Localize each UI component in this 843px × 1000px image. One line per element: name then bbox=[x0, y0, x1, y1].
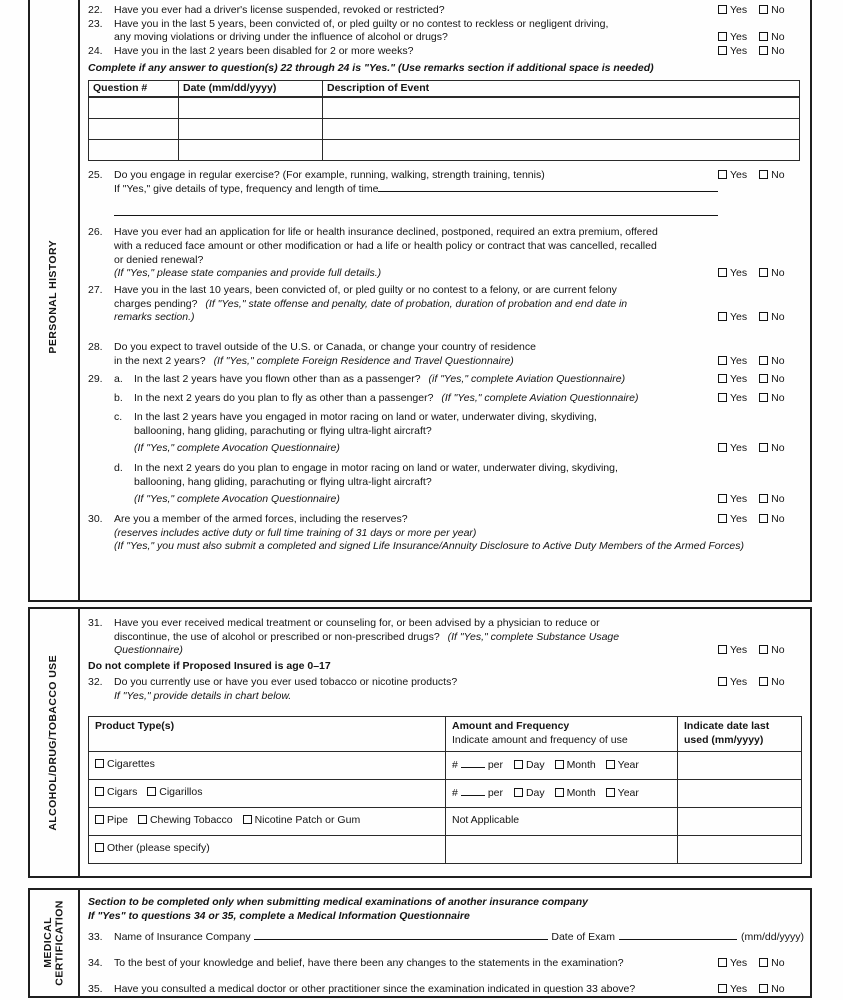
q22-yesno bbox=[718, 4, 804, 18]
question-22-number: 22. bbox=[88, 4, 103, 16]
date-last-used-cell[interactable] bbox=[678, 807, 802, 835]
question-26 bbox=[88, 226, 804, 240]
question-27 bbox=[88, 284, 804, 298]
question-26-line3 bbox=[88, 254, 804, 268]
per-label: per bbox=[487, 786, 504, 799]
question-22 bbox=[88, 4, 804, 18]
date-of-exam-input[interactable] bbox=[619, 930, 737, 940]
event-description-cell[interactable] bbox=[323, 97, 800, 118]
no-label: No bbox=[771, 373, 785, 386]
pipe-checkbox[interactable] bbox=[95, 815, 104, 824]
question-28-line2 bbox=[88, 355, 804, 369]
yes-label: Yes bbox=[730, 267, 748, 280]
section-personal-history bbox=[28, 0, 812, 602]
event-table-row bbox=[89, 118, 800, 139]
question-33 bbox=[88, 930, 804, 945]
question-30-number: 30. bbox=[88, 513, 103, 526]
question-31-text-line2: discontinue, the use of alcohol or prescribed or non-prescribed drugs? bbox=[114, 630, 440, 643]
medical-intro-text2: If "Yes" to questions 34 or 35, complete a Medical Information Questionnaire bbox=[88, 909, 470, 922]
q26-yesno bbox=[718, 267, 804, 281]
date-header-text: Indicate date last used (mm/yyyy) bbox=[684, 720, 770, 746]
yes-label: Yes bbox=[730, 4, 748, 16]
insurance-company-label: Name of Insurance Company bbox=[114, 931, 251, 944]
medical-intro-text1: Section to be completed only when submitting medical examinations of another insurance company bbox=[88, 896, 589, 908]
event-date-cell[interactable] bbox=[179, 118, 323, 139]
q35-yesno bbox=[718, 983, 804, 997]
question-25-details-label: If "Yes," give details of type, frequency and length of time bbox=[114, 183, 379, 196]
question-29d-letter: d. bbox=[114, 461, 123, 474]
question-23-text-line2: any moving violations or driving under the influence of alcohol or drugs? bbox=[114, 31, 448, 44]
date-format-hint: (mm/dd/yyyy) bbox=[741, 931, 804, 944]
no-label: No bbox=[771, 982, 785, 995]
section-alcohol-drug-tobacco bbox=[28, 607, 812, 878]
question-35 bbox=[88, 983, 804, 997]
no-label: No bbox=[771, 354, 785, 367]
no-label: No bbox=[771, 493, 785, 506]
no-checkbox[interactable] bbox=[759, 32, 768, 41]
question-35-text: Have you consulted a medical doctor or other practitioner since the examination indicated in question 33 above? bbox=[114, 982, 636, 995]
q32-yesno bbox=[718, 676, 804, 690]
tobacco-col-products bbox=[89, 717, 446, 751]
question-31-instruction: (If "Yes," complete Substance Usage bbox=[447, 630, 620, 643]
question-31-line2 bbox=[88, 631, 804, 645]
yes-checkbox[interactable] bbox=[718, 46, 727, 55]
medical-section-title: MEDICAL CERTIFICATION bbox=[41, 900, 65, 986]
no-checkbox[interactable] bbox=[759, 312, 768, 321]
q24-yesno bbox=[718, 45, 804, 59]
question-29b-letter: b. bbox=[114, 392, 123, 405]
tobacco-col-date bbox=[678, 717, 802, 751]
question-29c bbox=[88, 411, 804, 425]
hash-sign: # bbox=[452, 786, 458, 799]
question-27-line3 bbox=[88, 311, 804, 325]
question-31-number: 31. bbox=[88, 617, 103, 629]
question-29b bbox=[88, 392, 804, 406]
no-checkbox[interactable] bbox=[759, 268, 768, 277]
yes-checkbox[interactable] bbox=[718, 958, 727, 967]
month-checkbox[interactable] bbox=[555, 788, 564, 797]
yes-checkbox[interactable] bbox=[718, 514, 727, 523]
question-26-number: 26. bbox=[88, 226, 103, 239]
date-of-exam-label: Date of Exam bbox=[551, 931, 615, 944]
question-32-number: 32. bbox=[88, 675, 103, 688]
question-29d-text-line2: ballooning, hang gliding, parachuting or flying ultra-light aircraft? bbox=[134, 475, 432, 488]
per-label: per bbox=[487, 758, 504, 771]
question-29d bbox=[88, 462, 804, 476]
no-checkbox[interactable] bbox=[759, 393, 768, 402]
no-label: No bbox=[771, 31, 785, 44]
yes-label: Yes bbox=[730, 675, 748, 688]
event-question-cell[interactable] bbox=[89, 97, 179, 118]
question-34-text: To the best of your knowledge and belief, have there been any changes to the statements in the examination? bbox=[114, 957, 624, 970]
question-29d-instruction: (If "Yes," complete Avocation Questionnaire) bbox=[134, 493, 340, 506]
age-restriction-note bbox=[88, 660, 804, 674]
question-26-text-line2: with a reduced face amount or other modification or had a life or health policy or contract that was cancelled, recalled bbox=[114, 239, 657, 252]
other-label: Other (please specify) bbox=[107, 842, 210, 855]
question-23-text-line1: Have you in the last 5 years, been convicted of, or pled guilty or no contest to reckless or negligent driving, bbox=[114, 17, 609, 30]
no-label: No bbox=[771, 513, 785, 526]
question-29c-text-line2: ballooning, hang gliding, parachuting or flying ultra-light aircraft? bbox=[134, 424, 432, 437]
event-description-cell[interactable] bbox=[323, 139, 800, 160]
day-checkbox[interactable] bbox=[514, 760, 523, 769]
tobacco-row-cigars bbox=[89, 779, 802, 807]
no-label: No bbox=[771, 644, 785, 657]
question-27-text-line1: Have you in the last 10 years, been convicted of, or pled guilty or no contest to a felony, or are current felony bbox=[114, 283, 617, 296]
day-checkbox[interactable] bbox=[514, 788, 523, 797]
question-25-extra-blank bbox=[88, 206, 804, 216]
alcohol-label-column bbox=[30, 609, 80, 876]
products-header-text: Product Type(s) bbox=[95, 720, 175, 733]
personal-history-label-column bbox=[30, 0, 80, 600]
event-table-row bbox=[89, 97, 800, 118]
tobacco-row-pipe-chew-patch bbox=[89, 807, 802, 835]
date-last-used-cell[interactable] bbox=[678, 779, 802, 807]
question-33-number: 33. bbox=[88, 931, 103, 944]
exercise-details-input[interactable] bbox=[378, 182, 718, 192]
question-29c-line3 bbox=[88, 442, 804, 456]
tobacco-table bbox=[88, 716, 802, 863]
no-checkbox[interactable] bbox=[759, 170, 768, 179]
question-35-number: 35. bbox=[88, 982, 103, 995]
cigarettes-label: Cigarettes bbox=[107, 758, 155, 771]
yes-label: Yes bbox=[730, 311, 748, 324]
alcohol-content bbox=[80, 609, 810, 876]
yes-label: Yes bbox=[730, 644, 748, 657]
question-31-text-line1: Have you ever received medical treatment or counseling for, or been advised by a physician to reduce or bbox=[114, 617, 600, 629]
question-26-text-line1: Have you ever had an application for life or health insurance declined, postponed, required an extra premium, offered bbox=[114, 226, 658, 239]
event-col-date: Date (mm/dd/yyyy) bbox=[179, 80, 323, 97]
question-29a bbox=[88, 373, 804, 387]
other-amount-cell[interactable] bbox=[446, 835, 678, 863]
question-26-text-line3: or denied renewal? bbox=[114, 253, 204, 266]
no-label: No bbox=[771, 4, 785, 16]
pipe-label: Pipe bbox=[107, 814, 129, 827]
yes-label: Yes bbox=[730, 982, 748, 995]
tobacco-row-other bbox=[89, 835, 802, 863]
age-restriction-text: Do not complete if Proposed Insured is age 0–17 bbox=[88, 660, 331, 673]
question-29c-instruction: (If "Yes," complete Avocation Questionnaire) bbox=[134, 442, 340, 455]
question-25-text: Do you engage in regular exercise? (For example, running, walking, strength training, tennis) bbox=[114, 168, 545, 181]
yes-label: Yes bbox=[730, 373, 748, 386]
cigarillos-label: Cigarillos bbox=[159, 786, 203, 799]
yes-label: Yes bbox=[730, 392, 748, 405]
q31-yesno bbox=[718, 644, 804, 658]
question-34 bbox=[88, 957, 804, 971]
cigarettes-checkbox[interactable] bbox=[95, 759, 104, 768]
yes-label: Yes bbox=[730, 513, 748, 526]
no-label: No bbox=[771, 957, 785, 970]
yes-label: Yes bbox=[730, 957, 748, 970]
no-label: No bbox=[771, 392, 785, 405]
question-27-line2 bbox=[88, 298, 804, 312]
question-34-number: 34. bbox=[88, 957, 103, 970]
yes-checkbox[interactable] bbox=[718, 5, 727, 14]
medical-label-column bbox=[30, 890, 80, 996]
exercise-details-input-2[interactable] bbox=[114, 206, 718, 216]
question-26-line4 bbox=[88, 267, 804, 281]
cigarillos-checkbox[interactable] bbox=[147, 787, 156, 796]
year-checkbox[interactable] bbox=[606, 788, 615, 797]
event-date-cell[interactable] bbox=[179, 97, 323, 118]
yes-checkbox[interactable] bbox=[718, 494, 727, 503]
no-label: No bbox=[771, 442, 785, 455]
no-checkbox[interactable] bbox=[759, 677, 768, 686]
question-30-reserves-note: (reserves includes active duty or full time training of 31 days or more per year) bbox=[114, 526, 477, 539]
yes-label: Yes bbox=[730, 442, 748, 455]
question-28-text-line1: Do you expect to travel outside of the U.S. or Canada, or change your country of residence bbox=[114, 341, 536, 354]
q29c-yesno bbox=[718, 442, 804, 456]
yes-checkbox[interactable] bbox=[718, 645, 727, 654]
event-question-cell[interactable] bbox=[89, 118, 179, 139]
question-29a-text: In the last 2 years have you flown other than as a passenger? bbox=[134, 373, 421, 386]
q28-yesno bbox=[718, 355, 804, 369]
event-col-description: Description of Event bbox=[323, 80, 800, 97]
event-date-cell[interactable] bbox=[179, 139, 323, 160]
nicotine-patch-label: Nicotine Patch or Gum bbox=[254, 814, 361, 827]
question-30-line2 bbox=[88, 527, 804, 541]
year-label: Year bbox=[617, 786, 639, 799]
month-checkbox[interactable] bbox=[555, 760, 564, 769]
complete-note-text: Complete if any answer to question(s) 22 through 24 is "Yes." (Use remarks section if additional space is needed) bbox=[88, 61, 654, 74]
question-23-line2 bbox=[88, 31, 804, 45]
question-29a-letter: a. bbox=[114, 373, 123, 386]
no-label: No bbox=[771, 168, 785, 181]
medical-intro-line2 bbox=[88, 910, 804, 924]
no-checkbox[interactable] bbox=[759, 958, 768, 967]
q30-yesno bbox=[718, 513, 804, 527]
yes-checkbox[interactable] bbox=[718, 984, 727, 993]
yes-label: Yes bbox=[730, 45, 748, 58]
not-applicable-cell: Not Applicable bbox=[446, 807, 678, 835]
no-label: No bbox=[771, 675, 785, 688]
other-checkbox[interactable] bbox=[95, 843, 104, 852]
question-30-disclosure-note: (If "Yes," you must also submit a completed and signed Life Insurance/Annuity Disclosure to Active Duty Members of the Armed Forces) bbox=[114, 540, 744, 553]
no-checkbox[interactable] bbox=[759, 46, 768, 55]
amount-input[interactable] bbox=[461, 758, 485, 768]
question-30-line3 bbox=[88, 540, 804, 554]
question-29a-instruction: (if "Yes," complete Aviation Questionnaire) bbox=[428, 373, 626, 386]
event-col-question: Question # bbox=[89, 80, 179, 97]
question-32 bbox=[88, 676, 804, 690]
yes-checkbox[interactable] bbox=[718, 356, 727, 365]
question-23-number: 23. bbox=[88, 17, 103, 30]
question-30 bbox=[88, 513, 804, 527]
no-label: No bbox=[771, 45, 785, 58]
no-label: No bbox=[771, 311, 785, 324]
question-22-text: Have you ever had a driver's license suspended, revoked or restricted? bbox=[114, 4, 445, 16]
question-29b-text: In the next 2 years do you plan to fly as other than a passenger? bbox=[134, 392, 434, 405]
q23-yesno bbox=[718, 31, 804, 45]
no-checkbox[interactable] bbox=[759, 645, 768, 654]
personal-history-title: PERSONAL HISTORY bbox=[47, 240, 60, 354]
question-26-line2 bbox=[88, 240, 804, 254]
no-label: No bbox=[771, 267, 785, 280]
yes-checkbox[interactable] bbox=[718, 170, 727, 179]
question-29c-line2 bbox=[88, 425, 804, 439]
no-checkbox[interactable] bbox=[759, 5, 768, 14]
date-last-used-cell[interactable] bbox=[678, 835, 802, 863]
medical-content bbox=[80, 890, 810, 996]
question-28-text-line2: in the next 2 years? bbox=[114, 354, 206, 367]
question-29b-instruction: (If "Yes," complete Aviation Questionnaire) bbox=[441, 392, 639, 405]
q27-yesno bbox=[718, 311, 804, 325]
yes-checkbox[interactable] bbox=[718, 443, 727, 452]
yes-checkbox[interactable] bbox=[718, 268, 727, 277]
yes-label: Yes bbox=[730, 493, 748, 506]
question-32-text: Do you currently use or have you ever used tobacco or nicotine products? bbox=[114, 675, 458, 688]
question-31-instruction-end: Questionnaire) bbox=[114, 644, 183, 657]
event-description-cell[interactable] bbox=[323, 118, 800, 139]
date-last-used-cell[interactable] bbox=[678, 751, 802, 779]
question-32-instruction: If "Yes," provide details in chart below. bbox=[114, 689, 292, 702]
amount-header-text: Amount and Frequency bbox=[452, 720, 570, 733]
event-table bbox=[88, 80, 800, 161]
question-27-text-line2: charges pending? bbox=[114, 297, 198, 310]
month-label: Month bbox=[566, 758, 596, 771]
alcohol-section-title: ALCOHOL/DRUG/TOBACCO USE bbox=[47, 654, 60, 831]
question-23 bbox=[88, 18, 804, 32]
question-29d-text-line1: In the next 2 years do you plan to engage in motor racing on land or water, underwater diving, skydiving, bbox=[134, 461, 618, 474]
year-checkbox[interactable] bbox=[606, 760, 615, 769]
yes-label: Yes bbox=[730, 168, 748, 181]
question-32-line2 bbox=[88, 690, 804, 704]
hash-sign: # bbox=[452, 758, 458, 771]
no-checkbox[interactable] bbox=[759, 443, 768, 452]
cigars-label: Cigars bbox=[107, 786, 138, 799]
event-table-row bbox=[89, 139, 800, 160]
question-25-number: 25. bbox=[88, 168, 103, 181]
month-label: Month bbox=[566, 786, 596, 799]
day-label: Day bbox=[525, 786, 545, 799]
personal-history-content bbox=[80, 0, 810, 600]
no-checkbox[interactable] bbox=[759, 374, 768, 383]
event-question-cell[interactable] bbox=[89, 139, 179, 160]
question-24-number: 24. bbox=[88, 45, 103, 58]
yes-label: Yes bbox=[730, 354, 748, 367]
yes-checkbox[interactable] bbox=[718, 677, 727, 686]
q25-yesno bbox=[718, 169, 804, 183]
question-29c-text-line1: In the last 2 years have you engaged in motor racing on land or water, underwater diving, skydiving, bbox=[134, 410, 597, 423]
question-28-number: 28. bbox=[88, 341, 103, 354]
tobacco-table-header-row bbox=[89, 717, 802, 751]
tobacco-row-cigarettes bbox=[89, 751, 802, 779]
question-27-instruction-end: remarks section.) bbox=[114, 311, 195, 324]
no-checkbox[interactable] bbox=[759, 984, 768, 993]
no-checkbox[interactable] bbox=[759, 514, 768, 523]
question-29c-letter: c. bbox=[114, 410, 123, 423]
year-label: Year bbox=[617, 758, 639, 771]
question-24-text: Have you in the last 2 years been disabled for 2 or more weeks? bbox=[114, 45, 414, 58]
question-28-instruction: (If "Yes," complete Foreign Residence and Travel Questionnaire) bbox=[213, 354, 514, 367]
question-30-text: Are you a member of the armed forces, including the reserves? bbox=[114, 513, 408, 526]
question-24 bbox=[88, 45, 804, 59]
complete-note bbox=[88, 62, 804, 76]
q29d-yesno bbox=[718, 493, 804, 507]
question-31 bbox=[88, 617, 804, 631]
medical-intro-line1 bbox=[88, 896, 804, 910]
question-29d-line2 bbox=[88, 476, 804, 490]
amount-header-subtext: Indicate amount and frequency of use bbox=[452, 733, 628, 746]
yes-checkbox[interactable] bbox=[718, 393, 727, 402]
yes-checkbox[interactable] bbox=[718, 374, 727, 383]
question-26-instruction: (If "Yes," please state companies and provide full details.) bbox=[114, 267, 382, 280]
q34-yesno bbox=[718, 957, 804, 971]
question-27-instruction: (If "Yes," state offense and penalty, date of probation, duration of probation and end date in bbox=[205, 297, 628, 310]
cigars-checkbox[interactable] bbox=[95, 787, 104, 796]
question-31-line3 bbox=[88, 644, 804, 658]
insurance-company-input[interactable] bbox=[254, 930, 549, 940]
chewing-tobacco-checkbox[interactable] bbox=[138, 815, 147, 824]
question-27-number: 27. bbox=[88, 283, 103, 296]
question-29d-line3 bbox=[88, 493, 804, 507]
chewing-tobacco-label: Chewing Tobacco bbox=[149, 814, 233, 827]
amount-input[interactable] bbox=[461, 786, 485, 796]
tobacco-col-amount bbox=[446, 717, 678, 751]
section-medical-certification bbox=[28, 888, 812, 998]
yes-label: Yes bbox=[730, 31, 748, 44]
question-25-line2 bbox=[88, 182, 804, 197]
no-checkbox[interactable] bbox=[759, 356, 768, 365]
question-28 bbox=[88, 341, 804, 355]
question-25 bbox=[88, 169, 804, 183]
q29b-yesno bbox=[718, 392, 804, 406]
event-table-header-row bbox=[89, 80, 800, 97]
no-checkbox[interactable] bbox=[759, 494, 768, 503]
yes-checkbox[interactable] bbox=[718, 32, 727, 41]
question-29-number: 29. bbox=[88, 373, 103, 386]
day-label: Day bbox=[525, 758, 545, 771]
q29a-yesno bbox=[718, 373, 804, 387]
yes-checkbox[interactable] bbox=[718, 312, 727, 321]
nicotine-patch-checkbox[interactable] bbox=[243, 815, 252, 824]
